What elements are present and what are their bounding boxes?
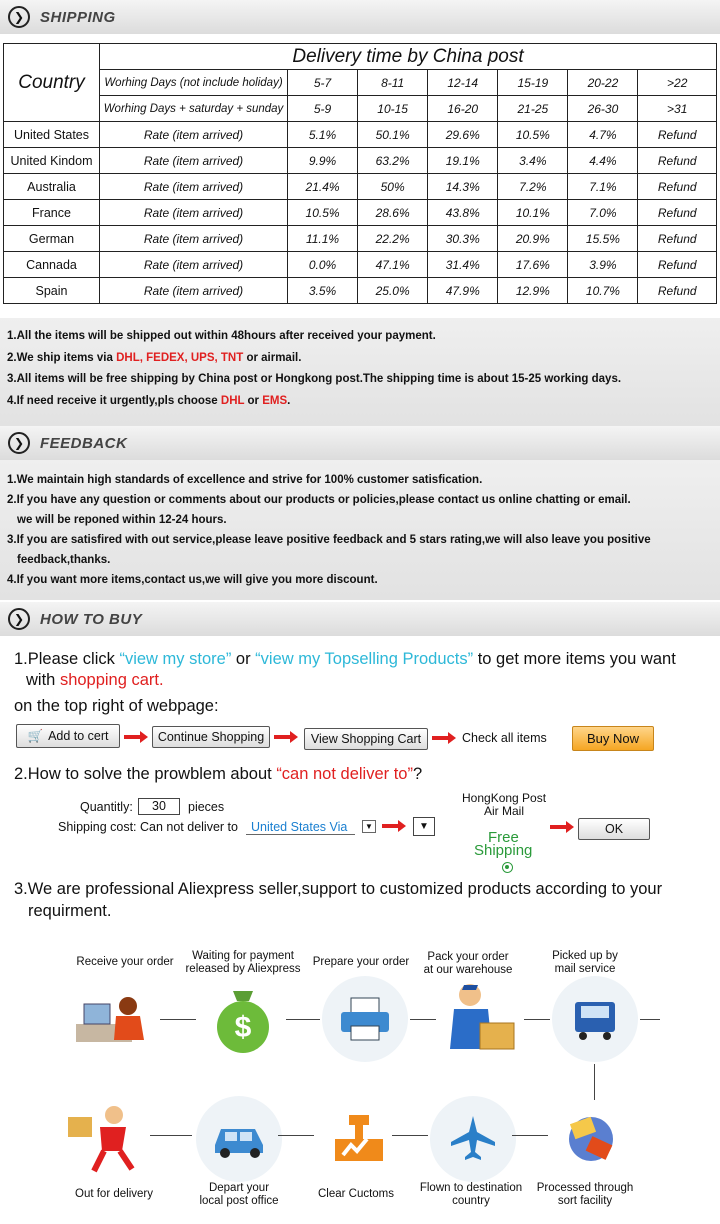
days-cell: 26-30 (568, 96, 638, 122)
table-row (4, 122, 717, 148)
view-topselling-link[interactable]: “view my Topselling Products” (255, 650, 474, 668)
days-cell: >22 (638, 70, 717, 96)
note: 4.If you want more items,contact us,we will give you more discount. (7, 574, 378, 586)
rate-cell: Refund (638, 200, 717, 226)
rate-cell: Refund (638, 252, 717, 278)
chevron-right-icon: ❯ (8, 608, 30, 630)
section-title: SHIPPING (40, 8, 116, 26)
flow-step-label: Pack your order at our warehouse (423, 951, 513, 976)
rate-cell: 10.1% (498, 200, 568, 226)
money-bag-icon (200, 976, 286, 1062)
instruction-line: requirment. (28, 902, 112, 920)
chevron-right-icon: ❯ (8, 6, 30, 28)
sort-facility-icon (548, 1096, 634, 1182)
shipping-table (3, 43, 717, 304)
mail-truck-icon (552, 976, 638, 1062)
table-title: Delivery time by China post (100, 44, 717, 70)
rate-cell: 12.9% (498, 278, 568, 304)
instruction-line: 3.We are professional Aliexpress seller,support to customized products according to your (14, 880, 663, 898)
rate-label-cell: Rate (item arrived) (100, 226, 288, 252)
rate-cell: 22.2% (358, 226, 428, 252)
days-cell: 5-9 (288, 96, 358, 122)
feedback-notes (0, 460, 720, 600)
rate-cell: 3.5% (288, 278, 358, 304)
table-row (4, 252, 717, 278)
arrow-right-icon (382, 820, 406, 832)
free-label: Free (488, 829, 519, 846)
rate-cell: Refund (638, 278, 717, 304)
rate-cell: 3.4% (498, 148, 568, 174)
rate-label-cell: Rate (item arrived) (100, 122, 288, 148)
quantity-input[interactable]: 30 (138, 798, 180, 815)
days-cell: 15-19 (498, 70, 568, 96)
country-cell: Spain (4, 278, 100, 304)
rate-cell: 5.1% (288, 122, 358, 148)
view-store-link[interactable]: “view my store” (119, 650, 232, 668)
rate-cell: 0.0% (288, 252, 358, 278)
rate-cell: 28.6% (358, 200, 428, 226)
country-cell: France (4, 200, 100, 226)
shipping-notes (0, 318, 720, 426)
flow-arrow (524, 1019, 550, 1020)
note: 3.If you are satisfired with out service,please leave positive feedback and 5 stars rating,we will also leave you positive (7, 534, 651, 546)
rate-cell: 50% (358, 174, 428, 200)
rate-cell: Refund (638, 122, 717, 148)
rate-label-cell: Rate (item arrived) (100, 200, 288, 226)
rate-cell: 9.9% (288, 148, 358, 174)
customs-stamp-icon (316, 1096, 402, 1182)
flow-step-label: Receive your order (76, 956, 174, 968)
days-cell: 20-22 (568, 70, 638, 96)
rate-cell: Refund (638, 226, 717, 252)
rate-cell: 21.4% (288, 174, 358, 200)
days-cell: 10-15 (358, 96, 428, 122)
how-to-buy-section-header (0, 602, 720, 636)
shipping-label: Shipping (474, 842, 533, 859)
warehouse-worker-icon (436, 976, 522, 1062)
note: 2.We ship items via DHL, FEDEX, UPS, TNT or airmail. (7, 351, 302, 364)
rate-cell: 29.6% (428, 122, 498, 148)
flow-arrow (160, 1019, 196, 1020)
note: 3.All items will be free shipping by China post or Hongkong post.The shipping time is about 15-25 working days. (7, 373, 622, 385)
rate-cell: 10.7% (568, 278, 638, 304)
rate-cell: 47.1% (358, 252, 428, 278)
printer-icon (322, 976, 408, 1062)
hongkong-post-label: HongKong Post (462, 791, 547, 805)
quantity-label: Quantitly: (80, 800, 133, 814)
flow-arrow (640, 1019, 660, 1020)
days-cell: >31 (638, 96, 717, 122)
row-label: Worhing Days + saturday + sunday (100, 96, 288, 122)
rate-cell: 25.0% (358, 278, 428, 304)
flow-step-label: Out for delivery (75, 1188, 153, 1200)
days-cell: 21-25 (498, 96, 568, 122)
note: 1.We maintain high standards of excellence and strive for 100% customer satisfication. (7, 474, 483, 486)
dropdown-toggle[interactable]: ▼ (413, 817, 435, 836)
rate-cell: 31.4% (428, 252, 498, 278)
shipping-cost-label: Shipping cost: Can not deliver to (58, 820, 238, 834)
days-cell: 12-14 (428, 70, 498, 96)
table-row (4, 226, 717, 252)
rate-cell: 10.5% (498, 122, 568, 148)
section-title: FEEDBACK (40, 434, 128, 452)
table-row (4, 200, 717, 226)
table-row (4, 174, 717, 200)
cart-icon: 🛒 (27, 728, 44, 743)
rate-cell: 7.0% (568, 200, 638, 226)
days-cell: 8-11 (358, 70, 428, 96)
country-cell: Australia (4, 174, 100, 200)
flow-arrow (150, 1135, 192, 1136)
instruction-line: 2.How to solve the prowblem about “can not deliver to”? (14, 765, 423, 783)
air-mail-label: Air Mail (484, 804, 525, 818)
rate-cell: 7.2% (498, 174, 568, 200)
rate-cell: 47.9% (428, 278, 498, 304)
shipping-via-select[interactable]: United States Via (246, 820, 355, 835)
rate-label-cell: Rate (item arrived) (100, 148, 288, 174)
country-cell: German (4, 226, 100, 252)
computer-user-icon (70, 976, 156, 1062)
feedback-section-header (0, 426, 720, 460)
continue-shopping-button[interactable]: Continue Shopping (152, 726, 270, 748)
buy-now-button[interactable]: Buy Now (572, 726, 654, 751)
note: 1.All the items will be shipped out within 48hours after received your payment. (7, 330, 436, 342)
flow-step-label: Waiting for payment released by Aliexpress (185, 950, 301, 975)
instruction-line: on the top right of webpage: (14, 697, 219, 715)
flow-arrow (392, 1135, 428, 1136)
flow-arrow (286, 1019, 320, 1020)
pieces-label: pieces (188, 800, 225, 814)
flow-step-label: Picked up by mail service (552, 950, 618, 975)
note: we will be reponed within 12-24 hours. (17, 514, 227, 526)
country-cell: United States (4, 122, 100, 148)
flow-arrow (594, 1064, 595, 1100)
instruction-line: 1.Please click “view my store” or “view my Topselling Products” to get more items you want (14, 650, 676, 668)
rate-cell: 15.5% (568, 226, 638, 252)
add-to-cart-button[interactable]: 🛒 Add to cert (16, 724, 120, 748)
days-cell: 16-20 (428, 96, 498, 122)
rate-cell: 3.9% (568, 252, 638, 278)
rate-cell: 11.1% (288, 226, 358, 252)
arrow-right-icon (550, 821, 574, 833)
rate-cell: 20.9% (498, 226, 568, 252)
rate-cell: 14.3% (428, 174, 498, 200)
flow-arrow (410, 1019, 436, 1020)
rate-cell: 63.2% (358, 148, 428, 174)
arrow-right-icon (274, 731, 298, 743)
delivery-man-icon (64, 1096, 150, 1182)
instruction-line: with shopping cart. (26, 671, 164, 689)
arrow-right-icon (432, 732, 456, 744)
country-cell: United Kindom (4, 148, 100, 174)
shipping-radio[interactable] (502, 862, 513, 873)
flow-step-label: Processed through sort facility (536, 1182, 634, 1207)
table-row (4, 278, 717, 304)
shipping-section-header (0, 0, 720, 34)
country-header: Country (4, 44, 100, 122)
flow-step-label: Depart your local post office (199, 1182, 279, 1207)
chevron-right-icon: ❯ (8, 432, 30, 454)
rate-cell: Refund (638, 148, 717, 174)
rate-label-cell: Rate (item arrived) (100, 174, 288, 200)
rate-cell: 4.4% (568, 148, 638, 174)
rate-cell: 30.3% (428, 226, 498, 252)
row-label: Worhing Days (not include holiday) (100, 70, 288, 96)
rate-cell: Refund (638, 174, 717, 200)
flow-arrow (278, 1135, 314, 1136)
rate-cell: 4.7% (568, 122, 638, 148)
note: 2.If you have any question or comments about our products or policies,please contact us online chatting or email. (7, 494, 631, 506)
flow-step-label: Clear Cuctoms (317, 1188, 395, 1200)
arrow-right-icon (124, 731, 148, 743)
rate-label-cell: Rate (item arrived) (100, 278, 288, 304)
rate-cell: 17.6% (498, 252, 568, 278)
flow-step-label: Flown to destination country (419, 1182, 523, 1207)
rate-cell: 43.8% (428, 200, 498, 226)
flow-step-label: Prepare your order (312, 956, 410, 968)
rate-cell: 19.1% (428, 148, 498, 174)
view-shopping-cart-button[interactable]: View Shopping Cart (304, 728, 428, 750)
ok-button[interactable]: OK (578, 818, 650, 840)
rate-label-cell: Rate (item arrived) (100, 252, 288, 278)
section-title: HOW TO BUY (40, 610, 143, 628)
rate-cell: 7.1% (568, 174, 638, 200)
country-cell: Cannada (4, 252, 100, 278)
days-cell: 5-7 (288, 70, 358, 96)
table-row (4, 148, 717, 174)
flow-arrow (512, 1135, 548, 1136)
check-all-items-text: Check all items (462, 731, 547, 745)
note: 4.If need receive it urgently,pls choose DHL or EMS. (7, 394, 291, 407)
car-icon (196, 1096, 282, 1182)
airplane-icon (430, 1096, 516, 1182)
note: feedback,thanks. (17, 554, 111, 566)
rate-cell: 50.1% (358, 122, 428, 148)
chevron-down-icon[interactable]: ▼ (362, 820, 376, 833)
svg-text:$: $ (234, 1011, 252, 1044)
rate-cell: 10.5% (288, 200, 358, 226)
